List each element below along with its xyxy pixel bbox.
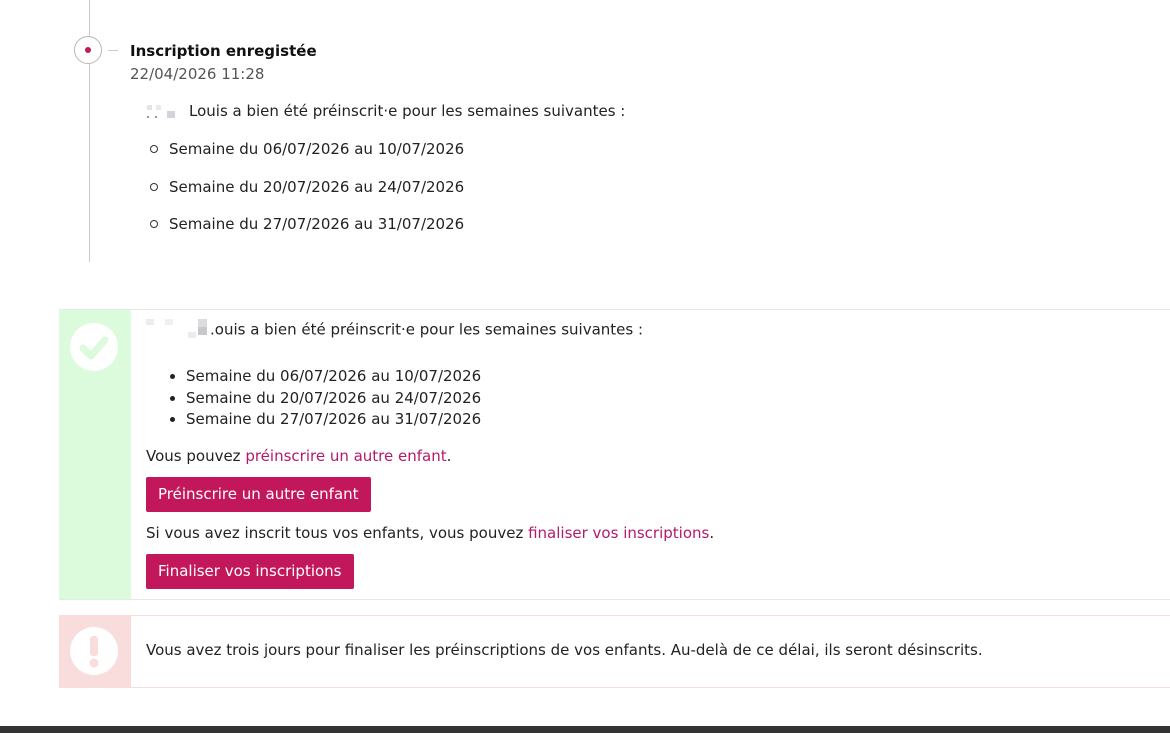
finalize-text <box>146 524 714 542</box>
finalize-suffix: . <box>709 524 715 542</box>
another-child-text <box>146 447 451 465</box>
warning-message: Vous avez trois jours pour finaliser les préinscriptions de vos enfants. Au-delà de ce délai, ils seront désinscrits. <box>146 641 983 659</box>
finalize-button[interactable]: Finaliser vos inscriptions <box>146 554 354 589</box>
timeline-message <box>147 102 625 120</box>
warning-alert <box>59 615 1170 688</box>
footer-bar <box>0 726 1170 733</box>
success-week-list <box>146 366 481 431</box>
redacted-name <box>146 319 210 341</box>
redacted-name <box>147 105 181 119</box>
another-child-prefix: Vous pouvez <box>146 447 246 465</box>
add-another-child-button[interactable]: Préinscrire un autre enfant <box>146 477 371 512</box>
list-item: • Semaine du 27/07/2026 au 31/07/2026 <box>186 409 481 431</box>
timeline-week-list <box>147 139 464 252</box>
another-child-suffix: . <box>446 447 452 465</box>
timeline-message-text: Louis a bien été préinscrit·e pour les semaines suivantes : <box>189 102 626 120</box>
timeline-tick <box>108 50 118 51</box>
timeline-title: Inscription enregistée <box>130 42 317 60</box>
list-item: • Semaine du 20/07/2026 au 24/07/2026 <box>186 388 481 410</box>
list-item: Semaine du 27/07/2026 au 31/07/2026 <box>147 214 464 252</box>
check-circle-icon <box>70 323 118 371</box>
list-item: Semaine du 06/07/2026 au 10/07/2026 <box>147 139 464 177</box>
success-message-text: .ouis a bien été préinscrit·e pour les semaines suivantes : <box>210 320 644 339</box>
timeline-date: 22/04/2026 11:28 <box>130 65 265 83</box>
success-alert <box>59 309 1170 600</box>
timeline-dot-icon <box>74 36 102 64</box>
another-child-link[interactable]: préinscrire un autre enfant <box>245 447 447 465</box>
success-alert-side <box>59 310 131 599</box>
finalize-link[interactable]: finaliser vos inscriptions <box>528 524 710 542</box>
list-item: Semaine du 20/07/2026 au 24/07/2026 <box>147 177 464 215</box>
warning-alert-side <box>59 616 131 687</box>
exclamation-circle-icon <box>70 627 118 675</box>
list-item: • Semaine du 06/07/2026 au 10/07/2026 <box>186 366 481 388</box>
success-message <box>146 319 643 341</box>
finalize-prefix: Si vous avez inscrit tous vos enfants, vous pouvez <box>146 524 529 542</box>
